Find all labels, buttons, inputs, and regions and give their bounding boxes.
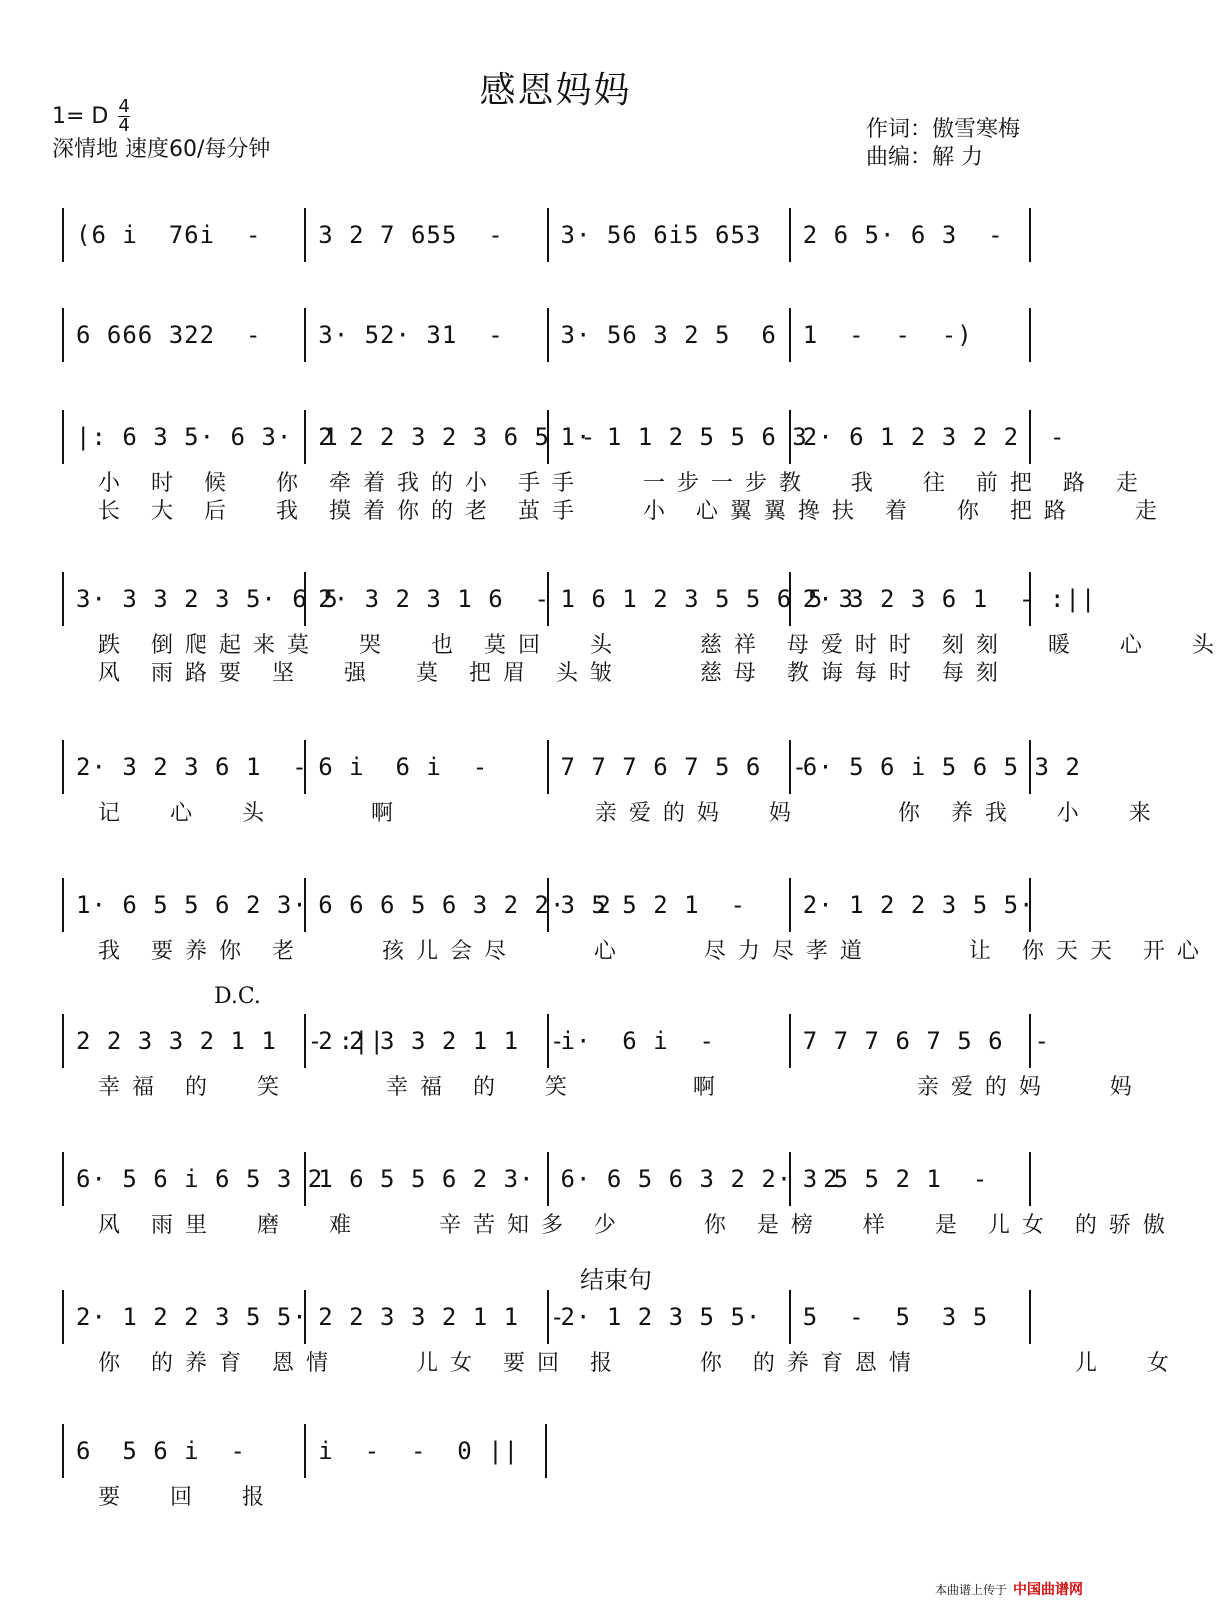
measure: 2· 1 2 3 5 5· — [549, 1290, 791, 1344]
footer — [935, 1579, 1083, 1599]
measure: 2 2 3 3 2 1 1 - — [306, 1290, 548, 1344]
measure: i - - 0 || — [318, 1437, 520, 1465]
measure: 3 2 7 655 - — [306, 208, 548, 262]
measure: i· 6 i - — [549, 1014, 791, 1068]
notation-line — [62, 208, 1031, 262]
measure: 6· 6 5 6 3 2 2· 2 — [549, 1152, 791, 1206]
lyric-line: 要 回 报 — [98, 1485, 276, 1510]
key-signature — [52, 98, 270, 135]
measure: 6 6 6 5 6 3 2 2· 2 — [306, 878, 548, 932]
measure: 7 7 7 6 7 5 6 - — [549, 740, 791, 794]
measure: 2 2 2 3 2 3 6 5 - — [306, 410, 548, 464]
key-label: 1= D — [52, 103, 109, 129]
lyricist-credit: 作词：傲雪寒梅 — [866, 117, 1021, 142]
measure: 1 6 5 5 6 2 3· — [306, 1152, 548, 1206]
notation-line — [62, 1014, 1050, 1068]
measure: 6 666 322 - — [64, 308, 306, 362]
measure: 3· 56 6i5 653 — [549, 208, 791, 262]
measure: (6 i 76i - — [64, 208, 306, 262]
lyric-line: 跌 倒爬起来莫 哭 也 莫回 头 慈祥 母爱时时 刻刻 暖 心 头 — [98, 633, 1226, 658]
lyric-line: 风 雨路要 坚 强 莫 把眉 头皱 慈母 教诲每时 每刻 — [98, 661, 1010, 686]
measure: 1 - - -) — [802, 321, 973, 349]
time-bottom: 4 — [118, 115, 130, 136]
measure: 2 2 3 3 2 1 1 - — [306, 1014, 548, 1068]
lyric-line: 我 要养你 老 孩儿会尽 心 尽力尽孝道 让 你天天 开心 — [98, 939, 1211, 964]
tempo-marking: 深情地 速度60/每分钟 — [52, 137, 271, 162]
ending-label: 结束句 — [580, 1266, 652, 1294]
notation-line — [62, 740, 1081, 794]
measure: 2· 6 1 2 3 2 2 - — [802, 423, 1066, 451]
notation-line — [62, 1152, 1031, 1206]
notation-line — [62, 1424, 547, 1478]
measure: 3· 56 3 2 5 6 — [549, 308, 791, 362]
measure: 1· 1 1 2 5 5 6 3 — [549, 410, 791, 464]
measure: 2· 1 2 2 3 5 5· — [64, 1290, 306, 1344]
measure: |: 6 3 5· 6 3· 1 — [64, 410, 306, 464]
lyric-line: 记 心 头 啊 亲爱的妈 妈 你 养我 小 来 — [98, 801, 1163, 826]
time-signature — [118, 98, 129, 135]
arranger-credit: 曲编：解 力 — [866, 145, 983, 170]
notation-line — [62, 572, 1097, 626]
measure: 3· 3 3 2 3 5· 6 5 — [64, 572, 306, 626]
site-logo: 中国曲谱网 — [1013, 1582, 1083, 1598]
measure: 6· 5 6 i 5 6 5 3 2 — [802, 753, 1081, 781]
lyric-line: 你 的养育 恩情 儿女 要回 报 你 的养育恩情 儿 女 — [98, 1351, 1181, 1376]
measure: 5 - 5 3 5 — [802, 1303, 989, 1331]
lyric-line: 幸福 的 笑 幸福 的 笑 啊 亲爱的妈 妈 — [98, 1075, 1144, 1100]
notation-line — [62, 1290, 1031, 1344]
measure: 1 6 1 2 3 5 5 6 5 3 — [549, 572, 791, 626]
score-header-right — [866, 116, 1020, 172]
lyric-line: 风 雨里 磨 难 辛苦知多 少 你 是榜 样 是 儿女 的骄傲 — [98, 1213, 1177, 1238]
measure: 6 i 6 i - — [306, 740, 548, 794]
measure: 2· 3 2 3 6 1 - — [64, 740, 306, 794]
measure: 2· 3 2 3 1 6 - — [306, 572, 548, 626]
notation-line — [62, 410, 1066, 464]
measure: 3 5 5 2 1 - — [549, 878, 791, 932]
score-header-left — [52, 98, 270, 165]
measure: 2· 1 2 2 3 5 5· — [802, 891, 1035, 919]
lyric-line: 长 大 后 我 摸着你的老 茧手 小 心翼翼搀扶 着 你 把路 走 — [98, 499, 1169, 524]
measure: 6· 5 6 i 6 5 3 2 — [64, 1152, 306, 1206]
measure: 3· 52· 31 - — [306, 308, 548, 362]
measure: 3 5 5 2 1 - — [802, 1165, 989, 1193]
measure: 2 6 5· 6 3 - — [802, 221, 1004, 249]
notation-line — [62, 308, 1031, 362]
measure: 2· 3 2 3 6 1 - :|| — [802, 585, 1097, 613]
measure: 1· 6 5 5 6 2 3· — [64, 878, 306, 932]
measure: 7 7 7 6 7 5 6 - — [802, 1027, 1050, 1055]
measure: 6 5 6 i - — [64, 1424, 306, 1478]
dc-mark: D.C. — [214, 984, 261, 1009]
notation-line — [62, 878, 1035, 932]
measure: 2 2 3 3 2 1 1 - :|| — [64, 1014, 306, 1068]
footer-text: 本曲谱上传于 — [934, 1582, 1007, 1597]
song-title: 感恩妈妈 — [479, 70, 632, 111]
time-top: 4 — [118, 96, 130, 117]
lyric-line: 小 时 候 你 牵着我的小 手手 一步一步教 我 往 前把 路 走 — [98, 471, 1150, 496]
